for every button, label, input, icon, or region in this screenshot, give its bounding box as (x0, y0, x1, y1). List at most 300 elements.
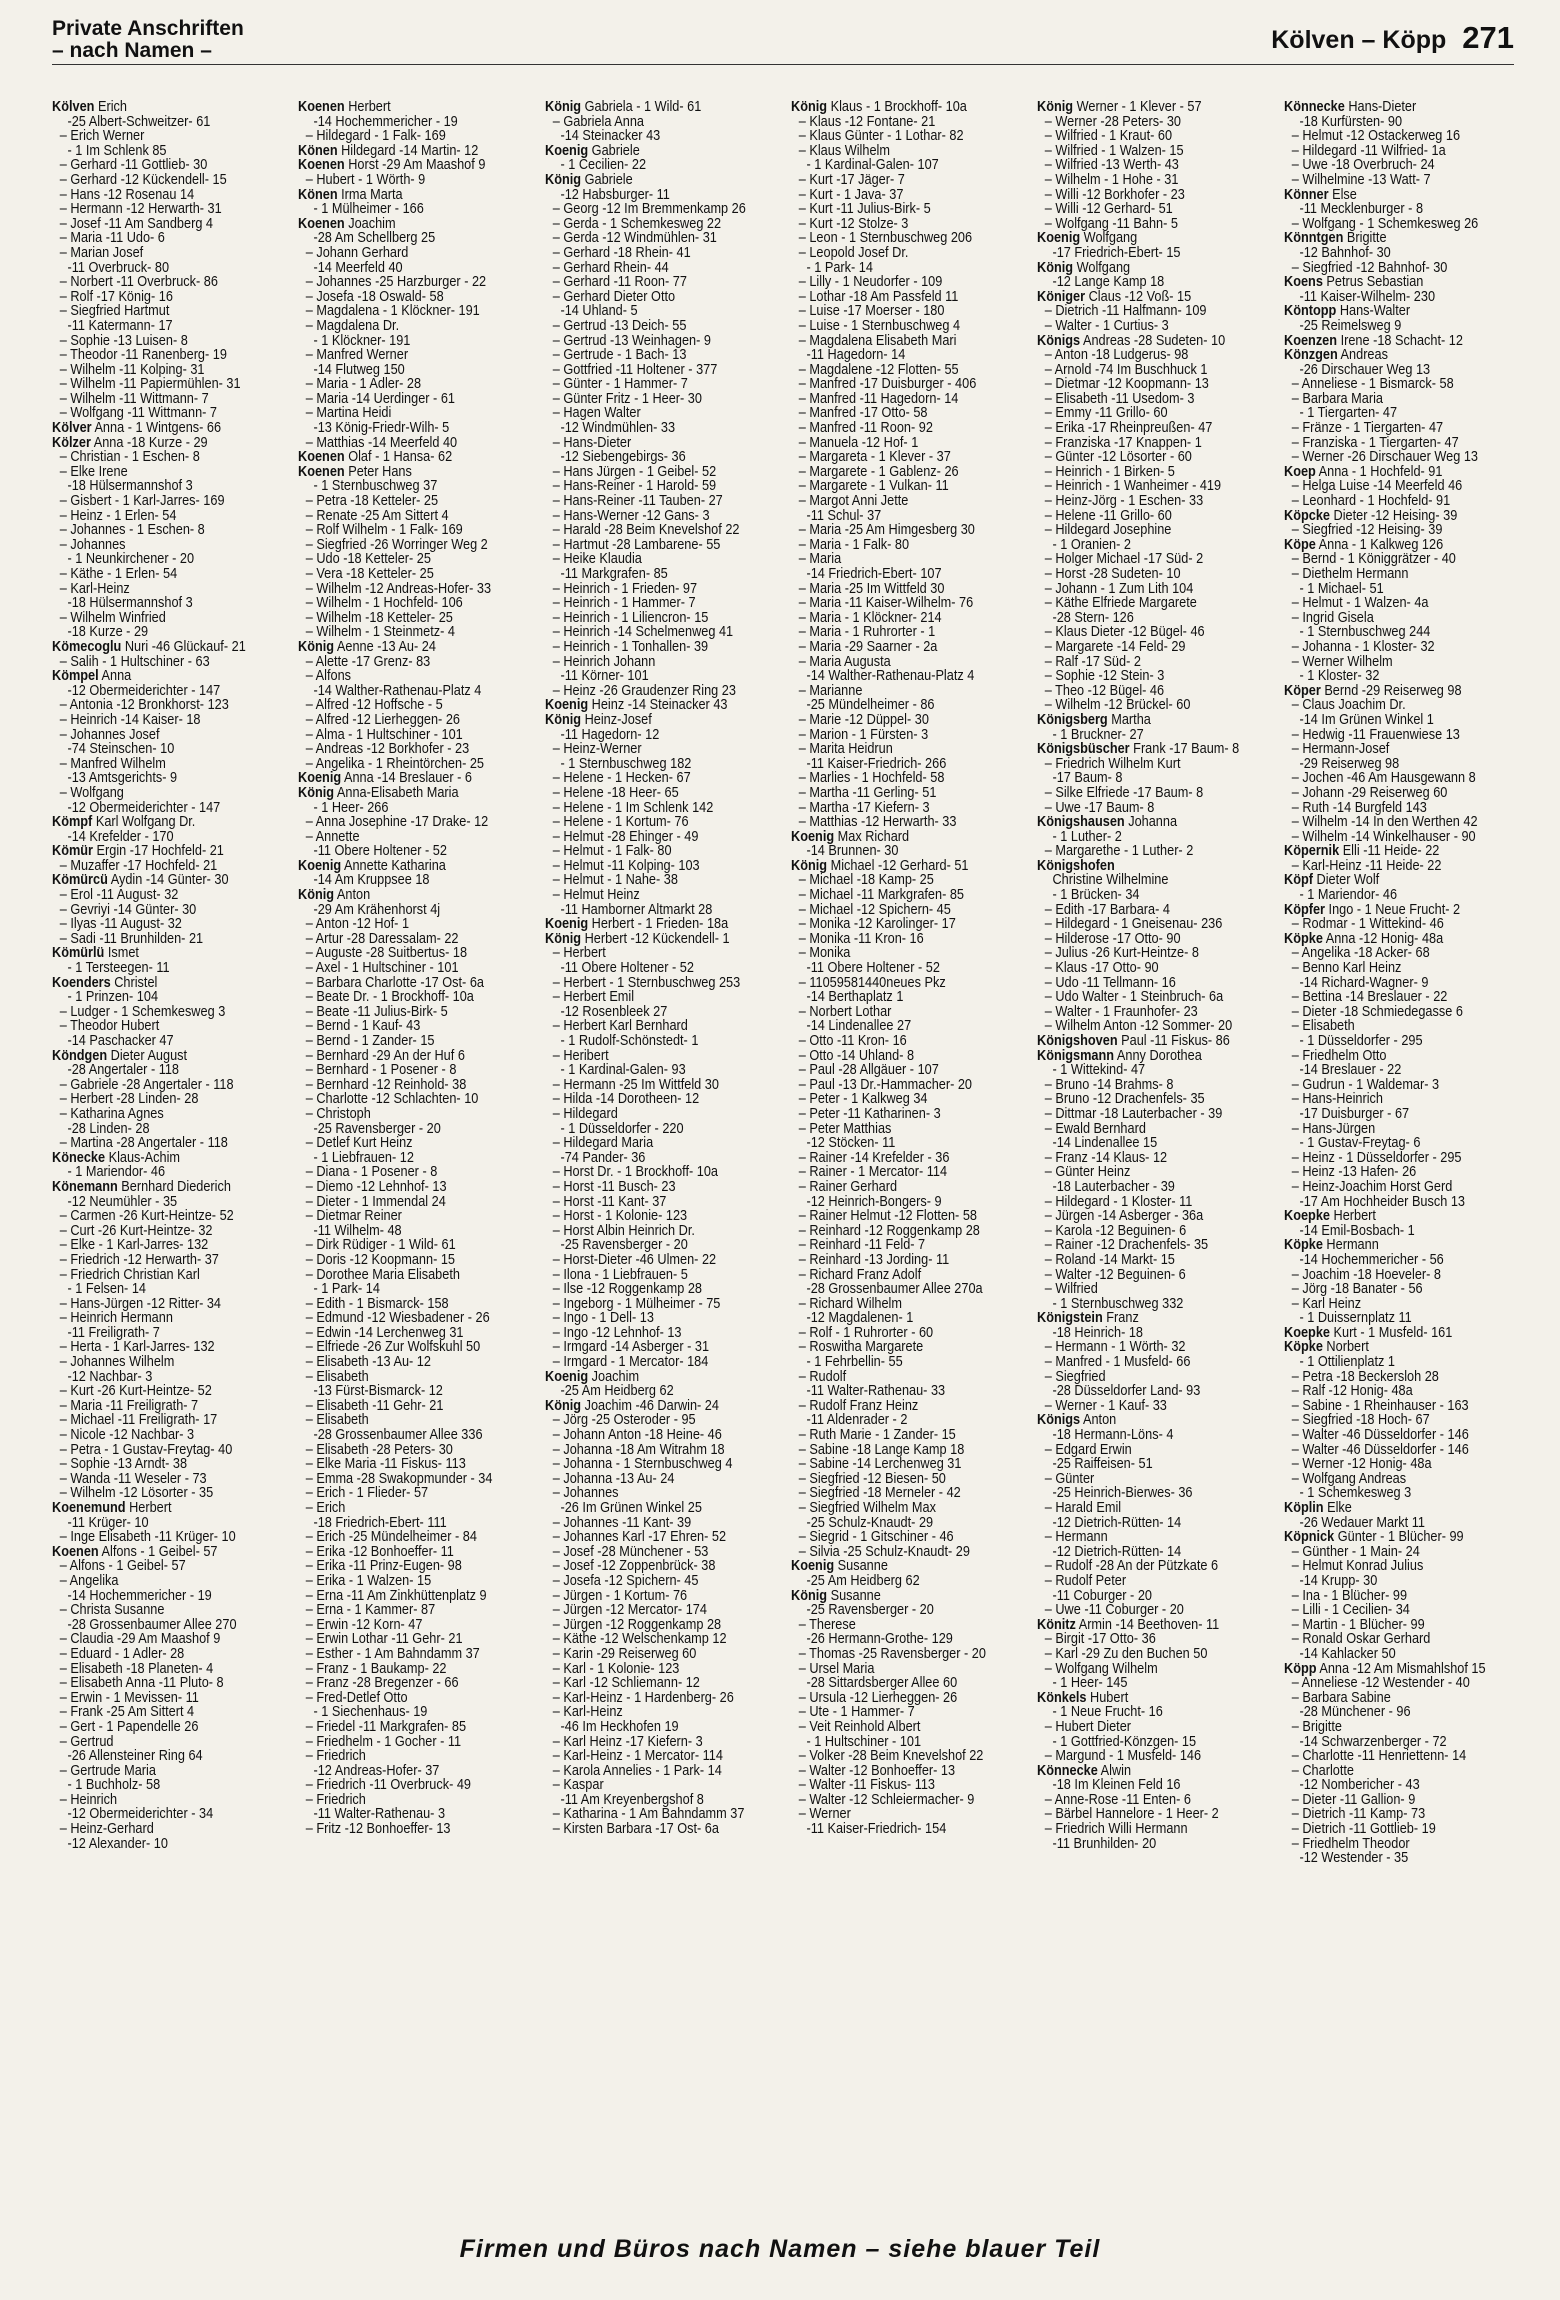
entry-text: Siegfried Wilhelm Max (809, 1501, 936, 1516)
directory-entry (52, 1574, 288, 1589)
directory-entry (545, 698, 781, 713)
entry-text: Margarete - 1 Gablenz- 26 (809, 464, 959, 480)
entry-text: -14 Hochemmericher - 56 (1299, 1252, 1444, 1268)
entry-text: Petra -18 Beckersloh 28 (1301, 1369, 1439, 1385)
directory-entry (545, 1822, 781, 1837)
directory-entry (1284, 1209, 1520, 1224)
entry-text: Karl Wolfgang Dr. (92, 815, 196, 830)
entry-text: Marianne (809, 683, 863, 699)
entry-text: Paul -13 Dr.-Hammacher- 20 (809, 1077, 973, 1093)
entry-text: Heinrich Hermann (70, 1311, 173, 1326)
entry-text: Karl-Heinz - 1 Mercator- 114 (563, 1749, 723, 1764)
directory-entry (1284, 494, 1520, 509)
entry-text: Muzaffer -17 Hochfeld- 21 (70, 858, 218, 874)
directory-entry (545, 1662, 781, 1677)
surname: Koenen (52, 1544, 99, 1560)
directory-entry (791, 625, 1027, 640)
entry-text: Wilhelm -12 Brückel- 60 (1055, 698, 1191, 713)
entry-text: Johannes - 1 Eschen- 8 (70, 523, 205, 538)
entry-text: Gertrud -13 Weinhagen- 9 (563, 333, 711, 349)
entry-text: Gerhard -18 Rhein- 41 (563, 245, 691, 261)
directory-entry (545, 1253, 781, 1268)
entry-text: Edgard Erwin (1055, 1442, 1133, 1458)
entry-text: Edith - 1 Bismarck- 158 (316, 1296, 449, 1312)
directory-entry (1284, 1574, 1520, 1589)
directory-entry (52, 567, 288, 582)
directory-entry (1037, 363, 1273, 378)
directory-entry (298, 961, 534, 976)
directory-entry (1284, 1545, 1520, 1560)
entry-text: Dirk Rüdiger - 1 Wild- 61 (316, 1238, 457, 1253)
directory-entry (1037, 1793, 1273, 1808)
entry-text: Kirsten Barbara -17 Ost- 6a (563, 1822, 719, 1837)
directory-entry (52, 1778, 288, 1793)
entry-text: Erwin - 1 Mevissen- 11 (70, 1690, 199, 1706)
name-range: Kölven – Köpp (1271, 26, 1447, 54)
entry-text: Jürgen -12 Mercator- 174 (563, 1603, 707, 1618)
directory-entry (298, 567, 534, 582)
directory-entry (298, 1282, 534, 1297)
entry-text: Gudrun - 1 Waldemar- 3 (1301, 1077, 1439, 1093)
directory-entry (298, 1443, 534, 1458)
directory-entry (545, 1180, 781, 1195)
directory-entry (791, 1209, 1027, 1224)
entry-text: Wilhelm - 1 Hohe - 31 (1055, 172, 1179, 188)
surname: Köntopp (1283, 304, 1336, 319)
directory-entry (1284, 596, 1520, 611)
entry-text: Wilfried - 1 Walzen- 15 (1055, 143, 1184, 159)
directory-entry (1284, 1340, 1520, 1355)
entry-text: Maria -11 Udo- 6 (70, 231, 165, 246)
entry-text: Kurt - 1 Java- 37 (809, 187, 904, 203)
entry-text: Walter - 1 Fraunhofer- 23 (1055, 1004, 1199, 1020)
directory-entry (791, 158, 1027, 173)
directory-entry (545, 1428, 781, 1443)
entry-text: Heinz-Jörg - 1 Eschen- 33 (1055, 494, 1204, 509)
entry-text: Esther - 1 Am Bahndamm 37 (316, 1646, 481, 1662)
entry-text: Hilda -14 Dorotheen- 12 (563, 1092, 699, 1107)
directory-entry (52, 1662, 288, 1677)
entry-text: Klaus -17 Otto- 90 (1055, 961, 1159, 976)
directory-entry (791, 100, 1027, 115)
directory-entry (298, 1516, 534, 1531)
directory-entry (791, 1691, 1027, 1706)
entry-text: Hildegard - 1 Falk- 169 (316, 129, 447, 144)
entry-text: - 1 Fehrbellin- 55 (806, 1355, 903, 1370)
directory-entry (1284, 582, 1520, 597)
entry-text: Friedrich (316, 1749, 367, 1764)
entry-text: Joachim -46 Darwin- 24 (580, 1398, 719, 1414)
entry-text: Katharina - 1 Am Bahndamm 37 (563, 1807, 745, 1823)
directory-entry (52, 479, 288, 494)
directory-entry (52, 1472, 288, 1487)
directory-entry (298, 698, 534, 713)
entry-text: Curt -26 Kurt-Heintze- 32 (70, 1223, 213, 1239)
entry-text: -18 Heinrich- 18 (1052, 1325, 1144, 1341)
entry-text: Angelika (69, 1573, 119, 1589)
entry-text: Dietmar Reiner (316, 1209, 403, 1224)
directory-entry (545, 1326, 781, 1341)
entry-text: Helene -18 Heer- 65 (563, 785, 679, 801)
entry-text: Johannes Wilhelm (70, 1355, 175, 1370)
directory-entry (1037, 304, 1273, 319)
entry-text: -12 Heinrich-Bongers- 9 (806, 1194, 942, 1210)
directory-entry (545, 669, 781, 684)
entry-text: -11 Mecklenburger - 8 (1299, 202, 1423, 217)
directory-entry (52, 552, 288, 567)
surname: König (298, 888, 335, 903)
entry-text: Andreas -28 Sudeten- 10 (1080, 333, 1226, 349)
directory-entry (1284, 1107, 1520, 1122)
directory-entry (1284, 1165, 1520, 1180)
directory-entry (545, 523, 781, 538)
entry-text: Heinrich - 1 Birken- 5 (1055, 464, 1176, 480)
entry-text: Christel (110, 975, 158, 991)
directory-entry (1284, 1195, 1520, 1210)
entry-text: -11 Aldenrader - 2 (806, 1413, 908, 1429)
directory-entry (1037, 1720, 1273, 1735)
directory-entry (1284, 1370, 1520, 1385)
entry-text: Aenne -13 Au- 24 (334, 639, 437, 655)
entry-text: Michael -12 Spichern- 45 (809, 902, 951, 918)
directory-entry (1037, 946, 1273, 961)
entry-text: Bernd - 1 Kauf- 43 (316, 1019, 421, 1034)
directory-entry (52, 596, 288, 611)
entry-text: Emmy -11 Grillo- 60 (1055, 406, 1168, 422)
directory-entry (1284, 1005, 1520, 1020)
directory-entry (791, 1399, 1027, 1414)
directory-entry (1284, 334, 1520, 349)
entry-text: Harald -28 Beim Knevelshof 22 (563, 523, 740, 538)
entry-text: Friedrich -11 Overbruck- 49 (316, 1778, 472, 1793)
entry-text: Anton (1080, 1413, 1117, 1429)
directory-entry (791, 1647, 1027, 1662)
entry-text: Alfons (315, 669, 352, 684)
directory-entry (791, 363, 1027, 378)
directory-entry (1037, 1749, 1273, 1764)
directory-entry (1284, 406, 1520, 421)
directory-entry (52, 1793, 288, 1808)
directory-entry (1037, 348, 1273, 363)
entry-text: Wolfgang (1073, 260, 1131, 276)
entry-text: Alfred -12 Lierheggen- 26 (315, 712, 461, 728)
directory-entry (791, 1822, 1027, 1837)
entry-text: Helmut - 1 Walzen- 4a (1301, 596, 1429, 611)
directory-entry (1284, 771, 1520, 786)
entry-text: - 1 Duissernplatz 11 (1299, 1311, 1412, 1326)
directory-entry (1037, 436, 1273, 451)
directory-entry (791, 815, 1027, 830)
directory-entry (1037, 246, 1273, 261)
entry-text: Georg -12 Im Bremmenkamp 26 (563, 202, 746, 217)
entry-text: -11 Overbruck- 80 (67, 260, 170, 276)
directory-entry (791, 494, 1027, 509)
entry-text: Aydin -14 Günter- 30 (107, 873, 229, 889)
entry-text: Gabriele (587, 143, 640, 159)
entry-text: -14 Richard-Wagner- 9 (1299, 975, 1429, 991)
directory-entry (298, 1063, 534, 1078)
directory-entry (298, 1735, 534, 1750)
entry-text: -12 Neumühler - 35 (67, 1194, 178, 1210)
directory-entry (1037, 596, 1273, 611)
directory-entry (545, 1049, 781, 1064)
entry-text: -14 Breslauer - 22 (1299, 1063, 1401, 1078)
entry-text: Martina -28 Angertaler - 118 (70, 1136, 228, 1151)
entry-text: Ralf -17 Süd- 2 (1055, 654, 1142, 670)
entry-text: Christian - 1 Eschen- 8 (70, 450, 200, 465)
entry-text: -11 Katermann- 17 (67, 318, 173, 334)
entry-text: Gerhard Dieter Otto (563, 289, 675, 305)
entry-text: Gerhard -11 Gottlieb- 30 (70, 158, 208, 173)
directory-entry (545, 567, 781, 582)
directory-entry (791, 1618, 1027, 1633)
directory-entry (298, 1428, 534, 1443)
entry-text: Lothar -18 Am Passfeld 11 (809, 289, 959, 305)
surname: Königs (1037, 333, 1081, 349)
entry-text: Hildegard - 1 Gneisenau- 236 (1055, 917, 1223, 932)
directory-entry (52, 1355, 288, 1370)
entry-text: Bettina -14 Breslauer - 22 (1301, 990, 1448, 1005)
entry-text: Inge Elisabeth -11 Krüger- 10 (70, 1530, 236, 1545)
entry-text: Hildegard Maria (563, 1136, 653, 1151)
surname: Könemann (52, 1179, 118, 1195)
entry-text: -11 Obere Holtener - 52 (806, 961, 940, 976)
entry-text: Johann Anton -18 Heine- 46 (563, 1428, 722, 1443)
directory-entry (298, 465, 534, 480)
directory-entry (791, 786, 1027, 801)
entry-text: Wilhelm Winfried (70, 610, 166, 626)
entry-text: -29 Reiserweg 98 (1299, 756, 1399, 772)
entry-text: Karl Heinz (1301, 1296, 1361, 1312)
directory-entry (298, 202, 534, 217)
directory-entry (1037, 1311, 1273, 1326)
entry-text: Diethelm Hermann (1301, 567, 1409, 582)
entry-text: -25 Albert-Schweitzer- 61 (67, 114, 211, 130)
directory-entry (791, 538, 1027, 553)
directory-entry (298, 742, 534, 757)
directory-entry (791, 1063, 1027, 1078)
entry-text: Maria - 1 Ruhrorter - 1 (809, 625, 936, 640)
surname: Könen (298, 187, 338, 203)
directory-entry (791, 742, 1027, 757)
directory-entry (52, 1122, 288, 1137)
entry-text: -17 Friedrich-Ebert- 15 (1052, 245, 1181, 261)
entry-text: -26 Im Grünen Winkel 25 (560, 1501, 702, 1516)
entry-text: Bruno -14 Brahms- 8 (1055, 1077, 1174, 1093)
entry-text: Klaus -12 Fontane- 21 (809, 114, 936, 130)
directory-entry (791, 1326, 1027, 1341)
directory-entry (545, 173, 781, 188)
entry-text: -14 Krupp- 30 (1299, 1573, 1377, 1589)
directory-entry (545, 786, 781, 801)
directory-entry (545, 436, 781, 451)
entry-text: Johann - 1 Zum Lith 104 (1055, 581, 1194, 597)
directory-entry (791, 1136, 1027, 1151)
directory-entry (298, 479, 534, 494)
entry-text: Anna -12 Am Mismahlshof 15 (1316, 1661, 1486, 1677)
entry-text: Anna - 1 Wintgens- 66 (91, 421, 222, 436)
directory-entry (1284, 523, 1520, 538)
entry-text: -25 Am Heidberg 62 (560, 1384, 674, 1399)
entry-text: -14 Paschacker 47 (67, 1034, 174, 1049)
entry-text: Helmut -28 Ehinger - 49 (563, 829, 699, 845)
entry-text: Karl -12 Schliemann- 12 (563, 1676, 700, 1691)
entry-text: Hermann -25 Im Wittfeld 30 (563, 1077, 719, 1093)
directory-entry (545, 640, 781, 655)
entry-text: Helmut Konrad Julius (1301, 1559, 1423, 1574)
directory-entry (298, 1530, 534, 1545)
directory-entry (298, 290, 534, 305)
directory-entry (52, 786, 288, 801)
entry-text: Reinhard -12 Roggenkamp 28 (809, 1223, 980, 1239)
entry-text: Marian Josef (70, 245, 144, 261)
directory-entry (545, 1632, 781, 1647)
surname: Köper (1283, 683, 1321, 699)
entry-text: Beate -11 Julius-Birk- 5 (316, 1004, 448, 1020)
directory-entry (298, 1603, 534, 1618)
entry-text: Rudolf Franz Heinz (809, 1398, 919, 1414)
entry-text: Johannes Josef (70, 727, 160, 743)
section-title-line1: Private Anschriften (52, 17, 244, 40)
directory-entry (1037, 173, 1273, 188)
entry-text: - 1 Düsseldorfer - 220 (560, 1121, 684, 1137)
directory-entry (298, 1165, 534, 1180)
directory-entry (1284, 363, 1520, 378)
entry-text: Dorothee Maria Elisabeth (316, 1267, 461, 1283)
directory-entry (52, 1530, 288, 1545)
directory-entry (1037, 698, 1273, 713)
directory-entry (1037, 1384, 1273, 1399)
entry-text: Emma -28 Swakopmunder - 34 (316, 1471, 493, 1487)
directory-entry (545, 1516, 781, 1531)
entry-text: -12 Magdalenen- 1 (806, 1311, 914, 1326)
directory-entry (298, 377, 534, 392)
entry-text: Armin -14 Beethoven- 11 (1076, 1617, 1220, 1633)
directory-entry (791, 173, 1027, 188)
entry-text: Martha -11 Gerling- 51 (809, 785, 937, 801)
directory-entry (545, 217, 781, 232)
directory-entry (1284, 903, 1520, 918)
entry-text: -28 Angertaler - 118 (67, 1063, 180, 1078)
entry-text: Wilhelm -14 Winkelhauser - 90 (1301, 829, 1476, 845)
directory-entry (545, 1501, 781, 1516)
directory-entry (1037, 421, 1273, 436)
entry-text: Rainer -14 Krefelder - 36 (809, 1150, 950, 1166)
directory-entry (1284, 742, 1520, 757)
directory-entry (52, 1618, 288, 1633)
entry-text: Horst -29 Am Maashof 9 (344, 158, 486, 173)
directory-entry (298, 1793, 534, 1808)
surname: Koens (1283, 275, 1323, 290)
directory-entry (1284, 859, 1520, 874)
directory-entry (1037, 1049, 1273, 1064)
directory-entry (52, 1311, 288, 1326)
directory-entry (1037, 1078, 1273, 1093)
directory-entry (52, 582, 288, 597)
entry-text: -18 Friedrich-Ebert- 111 (313, 1515, 448, 1531)
surname: Köpe (1283, 537, 1316, 553)
directory-entry (1037, 1399, 1273, 1414)
directory-entry (1037, 1647, 1273, 1662)
directory-entry (545, 757, 781, 772)
entry-text: Gerhard -12 Kückendell- 15 (70, 172, 227, 188)
entry-text: -12 Alexander- 10 (67, 1836, 168, 1852)
entry-text: Ralf -12 Honig- 48a (1301, 1384, 1413, 1399)
directory-entry (545, 290, 781, 305)
entry-text: Hedwig -11 Frauenwiese 13 (1301, 727, 1460, 743)
directory-entry (1037, 115, 1273, 130)
entry-text: Franziska -17 Knappen- 1 (1055, 435, 1203, 451)
directory-entry (1284, 976, 1520, 991)
directory-entry (791, 1428, 1027, 1443)
directory-entry (545, 304, 781, 319)
directory-entry (545, 582, 781, 597)
directory-entry (1037, 1151, 1273, 1166)
directory-entry (298, 582, 534, 597)
surname: König (544, 931, 581, 947)
directory-entry (791, 1340, 1027, 1355)
entry-text: Magdalena Elisabeth Mari (809, 333, 957, 349)
directory-entry (791, 1151, 1027, 1166)
entry-text: Elke (1323, 1501, 1352, 1516)
directory-entry (298, 246, 534, 261)
directory-entry (545, 801, 781, 816)
directory-entry (1037, 538, 1273, 553)
directory-entry (1037, 888, 1273, 903)
entry-text: Dieter -12 Heising- 39 (1329, 508, 1457, 524)
entry-text: - 1 Rudolf-Schönstedt- 1 (560, 1034, 699, 1049)
entry-text: Wilhelm -11 Wittmann- 7 (70, 391, 209, 407)
surname: Kömpel (52, 669, 99, 684)
directory-entry (1037, 144, 1273, 159)
directory-entry (52, 801, 288, 816)
directory-entry (545, 158, 781, 173)
directory-entry (298, 275, 534, 290)
directory-entry (298, 786, 534, 801)
entry-text: Christine Wilhelmine (1052, 873, 1169, 889)
entry-text: Wilfried (1055, 1282, 1099, 1297)
entry-text: Angelika - 1 Rheintörchen- 25 (315, 756, 485, 772)
entry-text: -18 Im Kleinen Feld 16 (1052, 1778, 1181, 1793)
entry-text: Ergin -17 Hochfeld- 21 (93, 844, 224, 859)
entry-text: Anna (98, 669, 132, 684)
entry-text: Heinrich - 1 Liliencron- 15 (563, 610, 709, 626)
directory-entry (1284, 1705, 1520, 1720)
directory-entry (298, 1238, 534, 1253)
entry-text: Karl Heinz -17 Kiefern- 3 (563, 1734, 703, 1750)
directory-entry (52, 1822, 288, 1837)
entry-text: Wanda -11 Weseler - 73 (70, 1471, 207, 1487)
entry-text: Hans-Heinrich (1301, 1092, 1383, 1107)
entry-text: Gevriyi -14 Günter- 30 (70, 902, 197, 918)
entry-text: Manuela -12 Hof- 1 (809, 435, 919, 451)
entry-text: Bernhard -12 Reinhold- 38 (316, 1077, 467, 1093)
surname: Kölzer (52, 435, 91, 451)
directory-entry (52, 1195, 288, 1210)
directory-entry (52, 319, 288, 334)
entry-text: Otto -14 Uhland- 8 (809, 1048, 915, 1064)
directory-entry (1284, 348, 1520, 363)
directory-entry (1284, 1355, 1520, 1370)
entry-text: Michael -11 Markgrafen- 85 (809, 888, 965, 903)
entry-text: Hagen Walter (563, 406, 641, 422)
directory-entry (791, 1107, 1027, 1122)
directory-entry (791, 188, 1027, 203)
directory-entry (1284, 1749, 1520, 1764)
directory-entry (52, 1428, 288, 1443)
surname: König (1037, 100, 1074, 115)
entry-text: Uwe -11 Coburger - 20 (1055, 1603, 1185, 1618)
